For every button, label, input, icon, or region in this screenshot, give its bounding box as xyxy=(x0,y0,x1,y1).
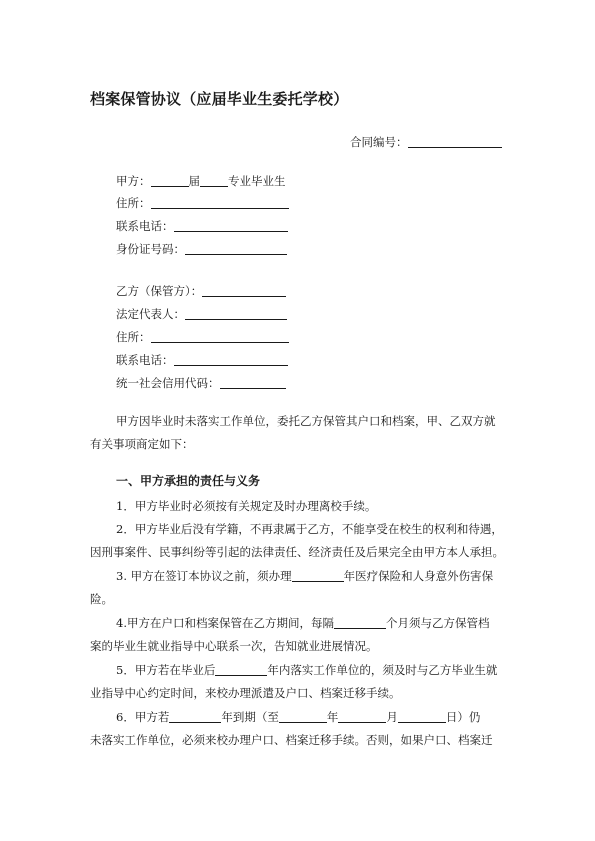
item-6-blank-day xyxy=(398,710,446,723)
party-b-label: 乙方（保管方）： xyxy=(116,284,203,298)
item-5-line-2: 业指导中心约定时间，来校办理派遣及户口、档案迁移手续。 xyxy=(90,686,401,700)
major-blank xyxy=(200,174,228,187)
party-a-address-label: 住所： xyxy=(116,196,151,210)
item-4-blank xyxy=(334,616,386,629)
item-5-suffix: 年内落实工作单位的，须及时与乙方毕业生就 xyxy=(267,663,498,677)
contract-number-field xyxy=(350,134,502,150)
session-suffix: 届 xyxy=(188,174,200,188)
party-b-address-field xyxy=(116,329,289,345)
party-a-phone-blank xyxy=(174,219,288,232)
item-5-line-1 xyxy=(116,662,497,678)
party-b-phone-field xyxy=(116,352,288,368)
item-6-blank-years xyxy=(169,710,221,723)
party-b-credit-code-label: 统一社会信用代码： xyxy=(116,376,220,390)
party-b-phone-blank xyxy=(174,353,288,366)
intro-line-1: 甲方因毕业时未落实工作单位，委托乙方保管其户口和档案，甲、乙双方就 xyxy=(116,414,496,428)
item-4-suffix: 个月须与乙方保管档 xyxy=(385,616,490,630)
party-a-phone-label: 联系电话： xyxy=(116,219,174,233)
section-1-heading: 一、甲方承担的责任与义务 xyxy=(116,474,261,488)
party-a-field xyxy=(116,173,286,189)
intro-line-2: 有关事项商定如下： xyxy=(90,437,194,451)
item-5-blank xyxy=(215,663,267,676)
party-b-credit-code-field xyxy=(116,375,286,391)
party-b-rep-blank xyxy=(185,307,287,320)
item-6-blank-year xyxy=(279,710,327,723)
contract-number-blank xyxy=(408,135,502,148)
item-3-blank xyxy=(292,569,344,582)
item-6-text-a: 年到期（至 xyxy=(221,710,279,724)
party-b-rep-label: 法定代表人： xyxy=(116,307,185,321)
session-blank xyxy=(151,174,189,187)
item-6-line-1 xyxy=(116,709,480,725)
item-5-prefix: 5．甲方若在毕业后 xyxy=(116,663,216,677)
party-a-label: 甲方： xyxy=(116,174,151,188)
party-b-credit-code-blank xyxy=(220,376,286,389)
party-a-address-field xyxy=(116,195,289,211)
party-a-phone-field xyxy=(116,218,288,234)
item-1: 1．甲方毕业时必须按有关规定及时办理离校手续。 xyxy=(116,499,377,513)
contract-number-label: 合同编号： xyxy=(350,135,408,149)
party-a-id-blank xyxy=(185,242,287,255)
item-3-line-1 xyxy=(116,568,493,584)
party-b-blank xyxy=(202,284,286,297)
item-4-line-2: 案的毕业生就业指导中心联系一次，告知就业进展情况。 xyxy=(90,639,378,653)
item-6-blank-month xyxy=(338,710,386,723)
party-b-rep-field xyxy=(116,306,287,322)
party-b-field xyxy=(116,283,286,299)
party-a-id-field xyxy=(116,241,287,257)
item-4-prefix: 4.甲方在户口和档案保管在乙方期间，每隔 xyxy=(116,616,334,630)
item-2-line-1: 2．甲方毕业后没有学籍，不再隶属于乙方，不能享受在校生的权利和待遇， xyxy=(116,522,503,536)
item-6-prefix: 6．甲方若 xyxy=(116,710,170,724)
item-6-text-c: 月 xyxy=(386,710,398,724)
item-3-suffix: 年医疗保险和人身意外伤害保 xyxy=(343,569,494,583)
major-suffix: 专业毕业生 xyxy=(228,174,286,188)
item-3-line-2: 险。 xyxy=(90,592,113,606)
item-6-text-b: 年 xyxy=(326,710,339,724)
party-b-address-blank xyxy=(151,330,289,343)
party-b-phone-label: 联系电话： xyxy=(116,353,174,367)
document-title: 档案保管协议（应届毕业生委托学校） xyxy=(90,90,349,108)
party-b-address-label: 住所： xyxy=(116,330,151,344)
item-6-line-2: 未落实工作单位，必须来校办理户口、档案迁移手续。否则，如果户口、档案迁 xyxy=(90,733,493,747)
item-6-text-d: 日）仍 xyxy=(445,710,481,724)
item-4-line-1 xyxy=(116,615,489,631)
item-2-line-2: 因刑事案件、民事纠纷等引起的法律责任、经济责任及后果完全由甲方本人承担。 xyxy=(90,545,504,559)
party-a-address-blank xyxy=(151,196,289,209)
item-3-prefix: 3. 甲方在签订本协议之前，须办理 xyxy=(116,569,292,583)
party-a-id-label: 身份证号码： xyxy=(116,242,185,256)
